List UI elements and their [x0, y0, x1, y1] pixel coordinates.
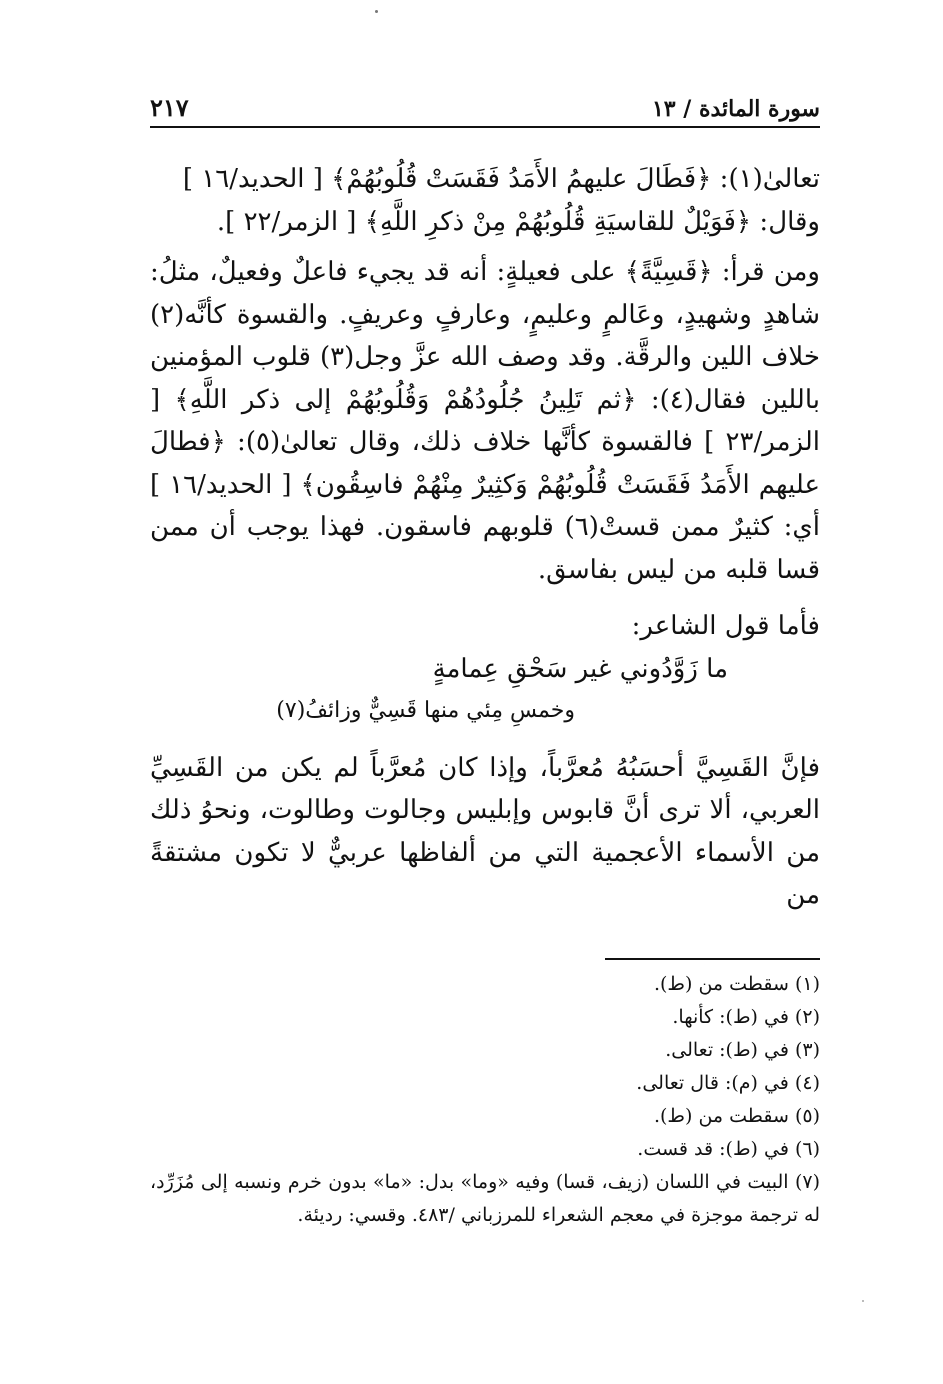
footnote-7: (٧) البيت في اللسان (زيف، قسا) وفيه «وما» بدل: «ما» بدون خرم ونسبه إلى مُزَرِّد، له ترجمة موجزة في معجم الشعراء للمرزباني /٤٨٣. وقسي: رديئة. — [150, 1171, 820, 1226]
footnote-separator — [605, 958, 820, 960]
text-line-1: تعالىٰ(١): ﴿فَطَالَ عليهمُ الأَمَدُ فَقَسَتْ قُلُوبُهُمْ﴾ [ الحديد/١٦ ] — [182, 164, 820, 194]
footnotes — [150, 968, 820, 1232]
footnote-6: (٦) في (ط): قد قست. — [637, 1138, 820, 1160]
running-title: سورة المائدة / ١٣ — [651, 96, 820, 122]
poem-intro: فأما قول الشاعر: — [631, 611, 820, 641]
footnote-1: (١) سقطت من (ط). — [653, 973, 820, 995]
footnote-5: (٥) سقطت من (ط). — [653, 1105, 820, 1127]
main-text — [150, 158, 820, 917]
page-number: ٢١٧ — [150, 93, 189, 122]
footnote-4: (٤) في (م): قال تعالى. — [636, 1072, 820, 1094]
scan-speck — [862, 1300, 864, 1302]
scan-speck — [375, 10, 378, 13]
poem-verse-2: وخمسِ مِئي منها قَسِيٌّ وزائفُ(٧) — [276, 698, 575, 723]
footnote-2: (٢) في (ط): كأنها. — [672, 1006, 820, 1028]
paragraph-qira: ومن قرأ: ﴿قَسِيَّةً﴾ على فعيلةٍ: أنه قد يجيء فاعلٌ وفعيلٌ، مثلُ: شاهدٍ وشهيدٍ، وعَالمٍ وعليمٍ، وعارفٍ وعريفٍ. والقسوة كأنَّه(٢) خلاف اللين والرقَّة. وقد وصف الله عزَّ وجل(٣) قلوب المؤمنين باللين فقال(٤): ﴿ثم تَلِينُ جُلُودُهُمْ وَقُلُوبُهُمْ إلى ذكر اللَّهِ﴾ [ الزمر/٢٣ ] فالقسوة كأنَّها خلاف ذلك، وقال تعالىٰ(٥): ﴿فطالَ عليهم الأَمَدُ فَقَسَتْ قُلُوبُهُمْ وَكثِيرٌ مِنْهُمْ فاسِقُون﴾ [ الحديد/١٦ ] أي: كثيرٌ ممن قستْ(٦) قلوبهم فاسقون. فهذا يوجب أن ممن قسا قلبه من ليس بفاسق. — [150, 257, 821, 585]
footnote-3: (٣) في (ط): تعالى. — [665, 1039, 820, 1061]
poem-verse-1: ما زَوَّدُوني غير سَحْقِ عِمامةٍ — [432, 653, 728, 684]
text-line-2: وقال: ﴿فَوَيْلٌ للقاسيَةِ قُلُوبُهُمْ مِنْ ذكرِ اللَّهِ﴾ [ الزمر/٢٢ ]. — [216, 206, 820, 237]
page-header — [150, 92, 820, 128]
paragraph-qasiyy: فإنَّ القَسِيَّ أحسَبُهُ مُعرَّباً، وإذا كان مُعرَّباً لم يكن من القَسِيِّ العربي، ألا ترى أنَّ قابوس وإبليس وجالوت وطالوت، ونحوُ ذلك من الأسماء الأعجمية التي من ألفاظها عربيٌّ لا تكون مشتقةً من — [150, 752, 820, 910]
